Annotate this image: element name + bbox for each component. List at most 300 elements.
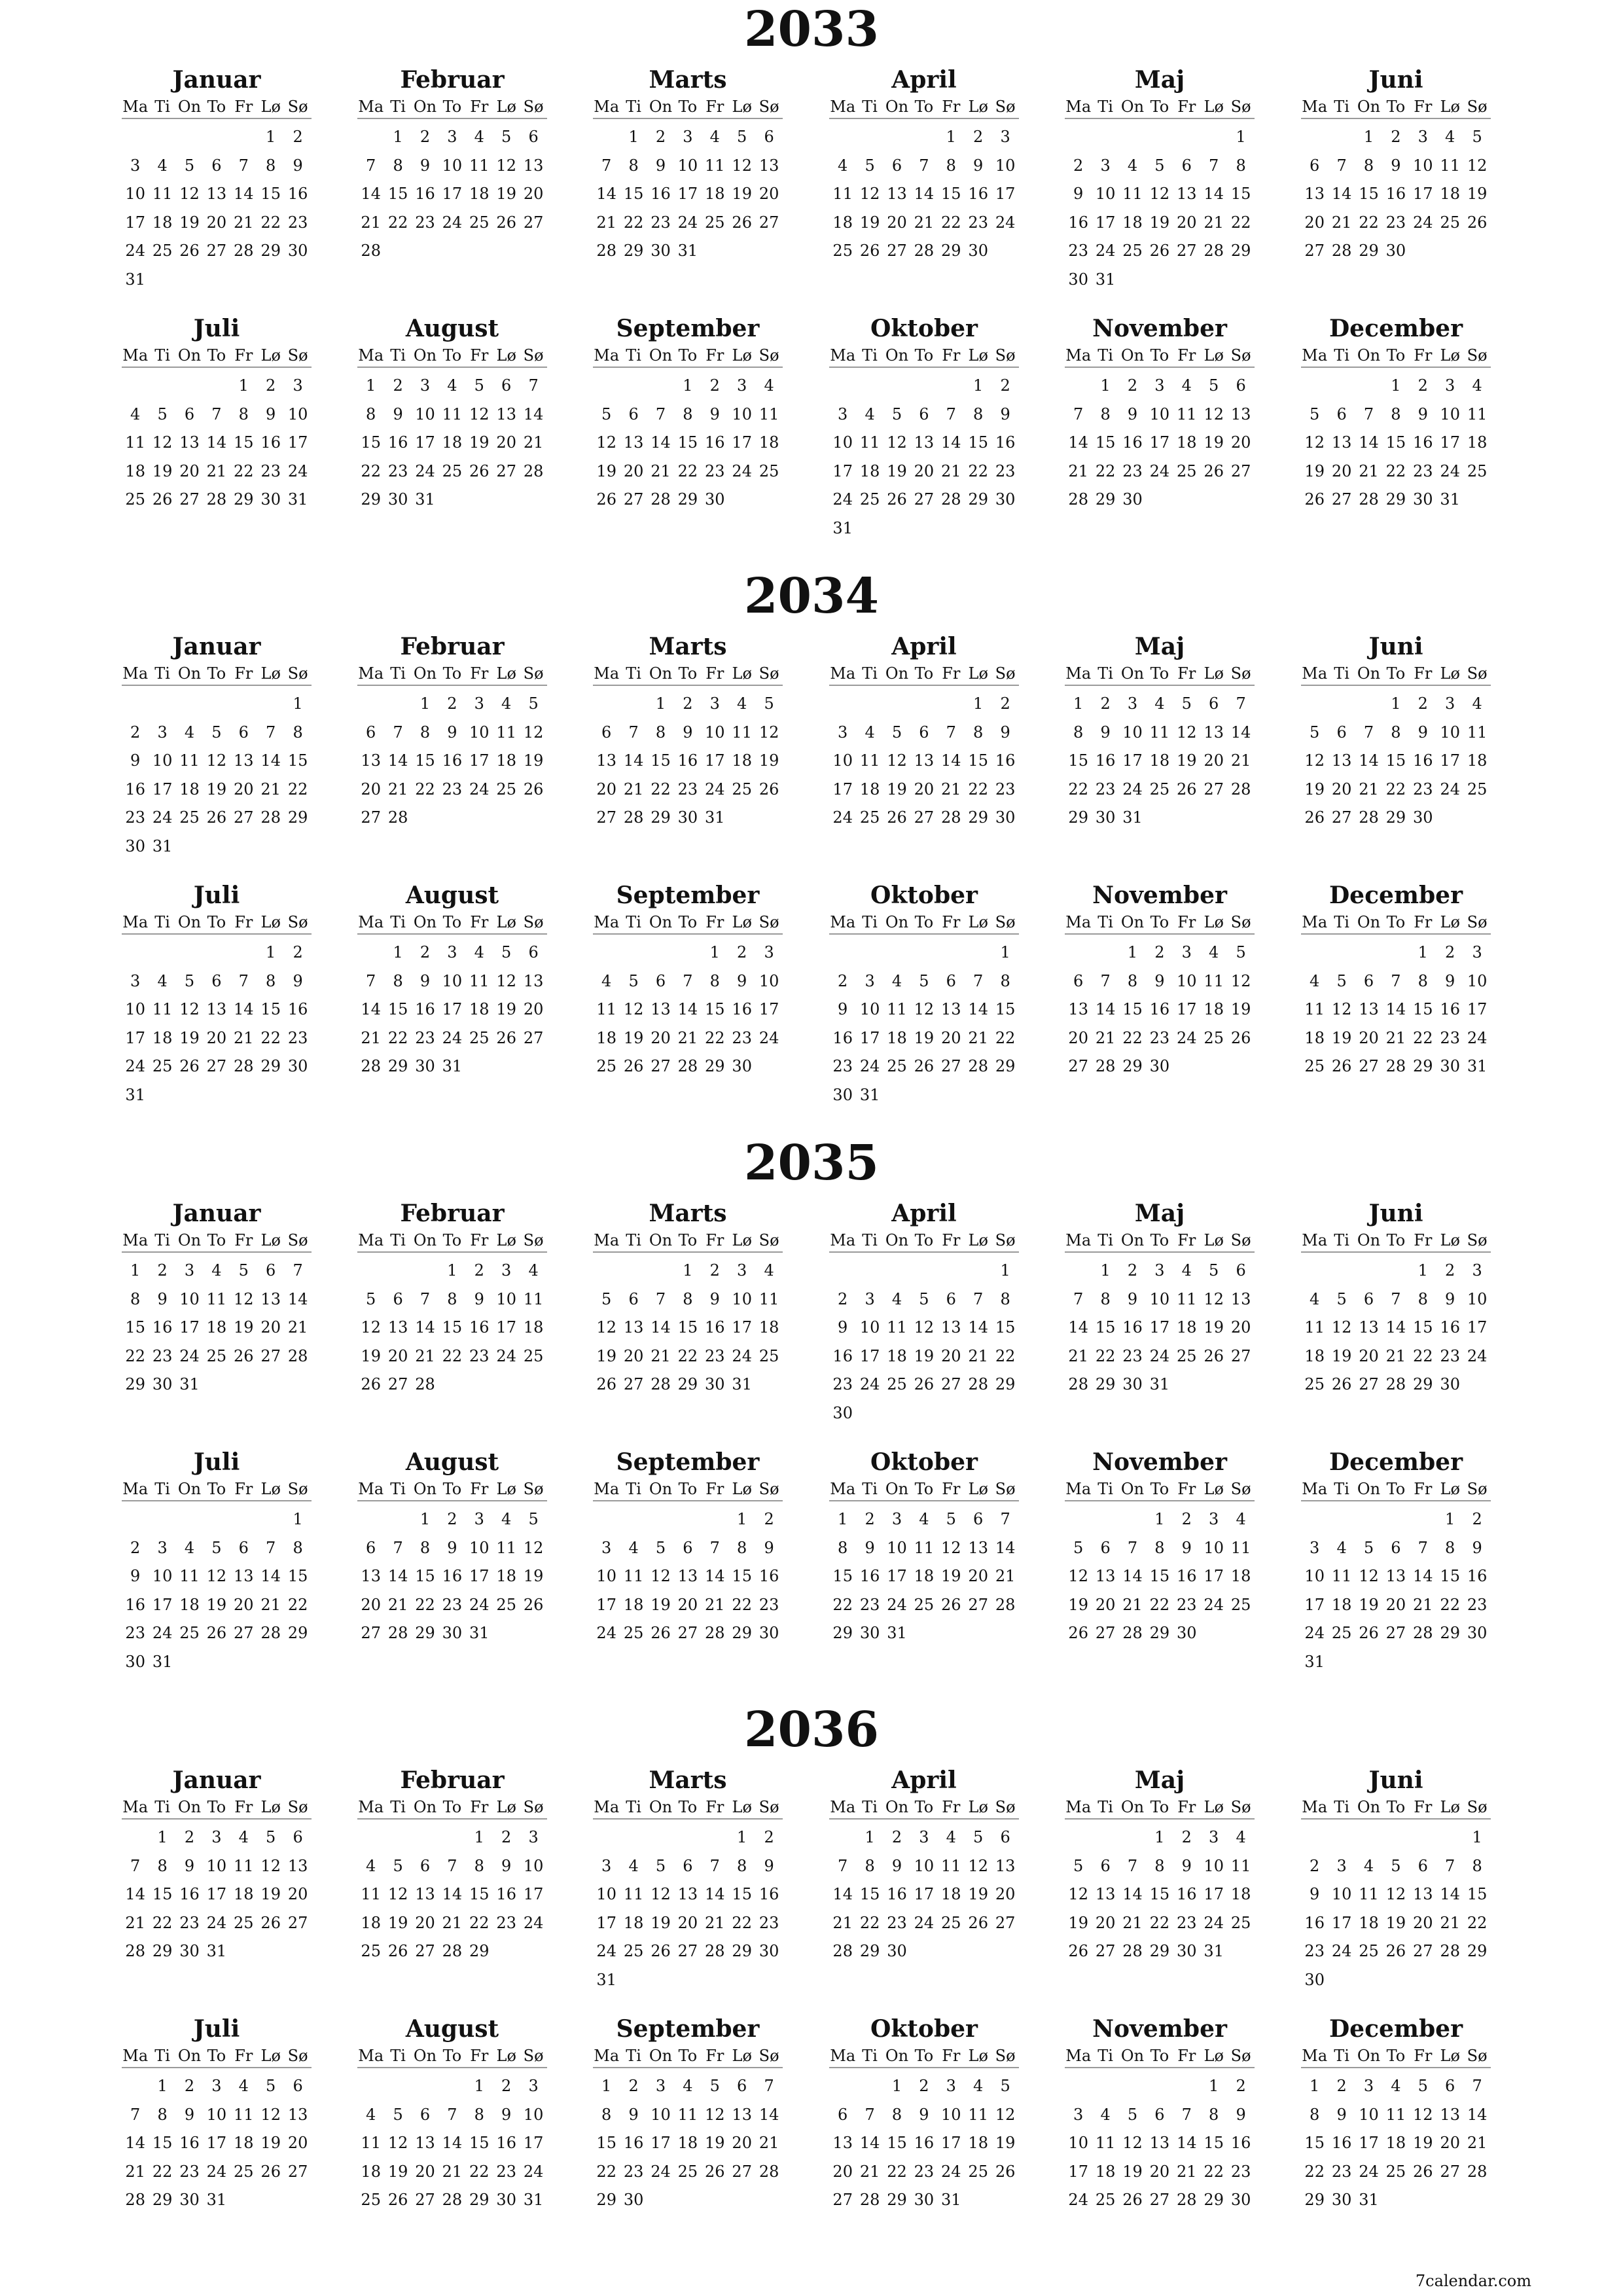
day-cell: 9 — [973, 156, 984, 175]
day-cell: 1 — [1472, 1828, 1482, 1846]
weekday-header: Ma — [830, 913, 856, 931]
weekday-header: To — [1150, 2047, 1169, 2065]
day-cell: 9 — [1391, 156, 1401, 175]
day-cell: 13 — [234, 751, 254, 770]
month-name: Maj — [1134, 66, 1185, 94]
day-cell: 26 — [1204, 1346, 1224, 1365]
day-cell: 3 — [1472, 943, 1482, 961]
weekday-header: On — [885, 346, 909, 365]
day-cell: 13 — [206, 1000, 227, 1018]
day-cell: 12 — [152, 433, 173, 452]
day-cell: 2 — [1236, 2077, 1246, 2095]
day-cell: 10 — [287, 404, 308, 423]
day-cell: 6 — [973, 1510, 984, 1528]
day-cell: 31 — [887, 1624, 907, 1642]
day-cell: 25 — [859, 808, 880, 827]
day-cell: 10 — [1413, 156, 1433, 175]
weekday-header: Ti — [390, 98, 406, 116]
day-cell: 28 — [125, 2191, 145, 2209]
day-cell: 29 — [1359, 242, 1379, 260]
day-cell: 27 — [234, 808, 254, 827]
day-cell: 19 — [1467, 185, 1488, 203]
day-cell: 29 — [941, 242, 961, 260]
day-cell: 10 — [705, 723, 725, 742]
day-cell: 26 — [995, 2162, 1016, 2181]
day-cell: 12 — [859, 185, 880, 203]
day-cell: 28 — [1230, 780, 1251, 798]
day-cell: 7 — [1391, 971, 1401, 990]
day-cell: 27 — [1230, 1346, 1251, 1365]
day-cell: 3 — [447, 943, 457, 961]
day-cell: 5 — [528, 694, 539, 713]
day-cell: 20 — [1440, 2134, 1460, 2152]
day-cell: 24 — [1467, 1346, 1488, 1365]
header-divider — [122, 2067, 312, 2068]
header-divider — [593, 1818, 783, 1820]
day-cell: 19 — [941, 1567, 961, 1585]
day-cell: 12 — [596, 433, 616, 452]
day-cell: 11 — [1467, 723, 1488, 742]
day-cell: 23 — [1177, 1913, 1197, 1932]
day-cell: 29 — [1149, 1942, 1170, 1960]
day-cell: 23 — [651, 213, 671, 232]
day-cell: 14 — [361, 185, 381, 203]
day-cell: 20 — [623, 461, 644, 480]
day-cell: 6 — [891, 156, 902, 175]
day-cell: 9 — [1418, 723, 1428, 742]
day-cell: 26 — [651, 1942, 671, 1960]
day-cell: 14 — [125, 2134, 145, 2152]
day-cell: 28 — [651, 1375, 671, 1393]
day-cell: 11 — [705, 156, 725, 175]
day-cell: 27 — [206, 1057, 227, 1075]
day-cell: 24 — [1095, 242, 1116, 260]
day-cell: 24 — [179, 1346, 200, 1365]
weekday-header: Fr — [705, 346, 724, 365]
day-cell: 23 — [125, 1624, 145, 1642]
day-cell: 23 — [705, 461, 725, 480]
weekday-header: Fr — [1177, 1480, 1196, 1498]
weekday-header: To — [207, 664, 226, 683]
day-cell: 1 — [1391, 694, 1401, 713]
day-cell: 9 — [474, 1289, 484, 1308]
day-cell: 6 — [366, 1538, 376, 1557]
day-cell: 15 — [469, 1885, 490, 1903]
day-cell: 9 — [447, 1538, 457, 1557]
day-cell: 17 — [125, 213, 145, 232]
day-cell: 24 — [1331, 1942, 1352, 1960]
day-cell: 1 — [1100, 1261, 1111, 1280]
day-cell: 14 — [387, 1567, 408, 1585]
day-cell: 28 — [1413, 1624, 1433, 1642]
day-cell: 14 — [968, 1318, 988, 1336]
header-divider — [1301, 933, 1491, 935]
day-cell: 17 — [651, 2134, 671, 2152]
weekday-header: Fr — [1177, 913, 1196, 931]
weekday-header: Ti — [1334, 2047, 1349, 2065]
day-cell: 27 — [1304, 242, 1325, 260]
day-cell: 17 — [596, 1595, 616, 1614]
day-cell: 27 — [677, 1942, 698, 1960]
day-cell: 16 — [832, 1028, 853, 1047]
day-cell: 28 — [596, 242, 616, 260]
day-cell: 13 — [651, 1000, 671, 1018]
weekday-header: Fr — [470, 346, 489, 365]
day-cell: 8 — [238, 404, 249, 423]
weekday-header: On — [177, 346, 202, 365]
day-cell: 23 — [125, 808, 145, 827]
day-cell: 30 — [125, 836, 145, 855]
day-cell: 14 — [442, 1885, 463, 1903]
day-cell: 31 — [1149, 1375, 1170, 1393]
month-name: Marts — [649, 1200, 727, 1227]
day-cell: 20 — [1068, 1028, 1088, 1047]
day-cell: 25 — [152, 242, 173, 260]
day-cell: 11 — [469, 971, 490, 990]
day-cell: 27 — [1440, 2162, 1460, 2181]
day-cell: 11 — [1440, 156, 1460, 175]
day-cell: 11 — [361, 2134, 381, 2152]
day-cell: 13 — [968, 1538, 988, 1557]
day-cell: 29 — [859, 1942, 880, 1960]
day-cell: 1 — [419, 1510, 431, 1528]
weekday-header: Ma — [830, 664, 856, 683]
day-cell: 25 — [361, 1942, 381, 1960]
weekday-header: Lø — [968, 98, 988, 116]
day-cell: 12 — [995, 2105, 1016, 2124]
weekday-header: To — [1150, 1798, 1169, 1816]
weekday-header: Ma — [1302, 98, 1328, 116]
day-cell: 3 — [1181, 943, 1192, 961]
day-cell: 12 — [1122, 2134, 1143, 2152]
day-cell: 11 — [125, 433, 145, 452]
day-cell: 2 — [919, 2077, 929, 2095]
weekday-header: Sø — [995, 2047, 1016, 2065]
day-cell: 13 — [677, 1885, 698, 1903]
day-cell: 19 — [1304, 780, 1325, 798]
day-cell: 13 — [596, 751, 616, 770]
day-cell: 6 — [683, 1538, 693, 1557]
day-cell: 4 — [474, 943, 484, 961]
day-cell: 15 — [968, 751, 988, 770]
day-cell: 10 — [1440, 404, 1460, 423]
weekday-header: On — [885, 1480, 909, 1498]
day-cell: 24 — [469, 780, 490, 798]
day-cell: 3 — [737, 1261, 747, 1280]
day-cell: 4 — [238, 1828, 249, 1846]
day-cell: 29 — [705, 1057, 725, 1075]
month-name: Juli — [193, 882, 240, 909]
day-cell: 7 — [1363, 723, 1374, 742]
day-cell: 1 — [1418, 1261, 1428, 1280]
day-cell: 5 — [1336, 1289, 1347, 1308]
day-cell: 2 — [683, 694, 693, 713]
day-cell: 10 — [179, 1289, 200, 1308]
day-cell: 15 — [1413, 1318, 1433, 1336]
day-cell: 9 — [1310, 1885, 1320, 1903]
day-cell: 24 — [914, 1913, 935, 1932]
day-cell: 16 — [442, 751, 463, 770]
day-cell: 13 — [234, 1567, 254, 1585]
day-cell: 28 — [1068, 1375, 1088, 1393]
day-cell: 8 — [1154, 1538, 1165, 1557]
weekday-header: Ma — [594, 1480, 620, 1498]
weekday-header: To — [1386, 664, 1406, 683]
day-cell: 3 — [1209, 1510, 1219, 1528]
day-cell: 5 — [528, 1510, 539, 1528]
day-cell: 16 — [1413, 433, 1433, 452]
weekday-header: To — [207, 913, 226, 931]
day-cell: 13 — [832, 2134, 853, 2152]
weekday-header: To — [442, 98, 462, 116]
day-cell: 29 — [1467, 1942, 1488, 1960]
weekday-header: Ti — [1097, 664, 1113, 683]
weekday-header: On — [413, 1798, 437, 1816]
header-divider — [1065, 1251, 1255, 1253]
day-cell: 15 — [260, 185, 281, 203]
day-cell: 12 — [1177, 723, 1197, 742]
month-name: April — [891, 1767, 957, 1794]
header-divider — [122, 118, 312, 119]
weekday-header: Lø — [732, 913, 752, 931]
day-cell: 11 — [623, 1567, 644, 1585]
day-cell: 3 — [838, 723, 848, 742]
day-cell: 4 — [1472, 376, 1482, 395]
day-cell: 11 — [496, 1538, 516, 1557]
month-name: December — [1329, 1448, 1463, 1476]
day-cell: 15 — [1095, 1318, 1116, 1336]
day-cell: 26 — [361, 1375, 381, 1393]
day-cell: 19 — [914, 1346, 935, 1365]
day-cell: 17 — [1467, 1318, 1488, 1336]
day-cell: 7 — [293, 1261, 303, 1280]
weekday-header: Fr — [942, 1798, 961, 1816]
day-cell: 13 — [1440, 2105, 1460, 2124]
day-cell: 17 — [859, 1346, 880, 1365]
day-cell: 1 — [973, 376, 984, 395]
day-cell: 7 — [1236, 694, 1246, 713]
day-cell: 1 — [130, 1261, 141, 1280]
day-cell: 4 — [1310, 971, 1320, 990]
day-cell: 22 — [1095, 461, 1116, 480]
weekday-header: Fr — [942, 2047, 961, 2065]
day-cell: 26 — [179, 242, 200, 260]
day-cell: 14 — [1068, 433, 1088, 452]
day-cell: 18 — [1230, 1885, 1251, 1903]
day-cell: 21 — [125, 2162, 145, 2181]
day-cell: 10 — [125, 1000, 145, 1018]
day-cell: 10 — [442, 971, 463, 990]
day-cell: 6 — [293, 2077, 303, 2095]
day-cell: 14 — [758, 2105, 779, 2124]
day-cell: 22 — [260, 1028, 281, 1047]
day-cell: 15 — [1385, 751, 1406, 770]
day-cell: 30 — [287, 1057, 308, 1075]
day-cell: 28 — [1467, 2162, 1488, 2181]
day-cell: 3 — [709, 694, 720, 713]
weekday-header: Sø — [995, 913, 1016, 931]
day-cell: 8 — [1310, 2105, 1320, 2124]
day-cell: 29 — [995, 1375, 1016, 1393]
day-cell: 21 — [206, 461, 227, 480]
day-cell: 17 — [596, 1913, 616, 1932]
weekday-header: Sø — [287, 1231, 308, 1249]
day-cell: 27 — [1359, 1057, 1379, 1075]
weekday-header: Lø — [260, 346, 281, 365]
weekday-header: Lø — [732, 346, 752, 365]
weekday-header: Ma — [1065, 2047, 1092, 2065]
day-cell: 1 — [393, 128, 403, 146]
day-cell: 26 — [887, 808, 907, 827]
month-name: December — [1329, 882, 1463, 909]
day-cell: 8 — [419, 1538, 431, 1557]
day-cell: 5 — [1073, 1538, 1084, 1557]
day-cell: 16 — [1068, 213, 1088, 232]
weekday-header: Lø — [496, 913, 516, 931]
weekday-header: Sø — [287, 1480, 308, 1498]
header-divider — [1301, 2067, 1491, 2068]
day-cell: 28 — [1385, 1375, 1406, 1393]
day-cell: 5 — [764, 694, 774, 713]
weekday-header: Fr — [234, 1231, 253, 1249]
day-cell: 23 — [705, 1346, 725, 1365]
day-cell: 10 — [995, 156, 1016, 175]
day-cell: 2 — [419, 128, 431, 146]
day-cell: 23 — [1440, 1346, 1460, 1365]
day-cell: 11 — [1230, 1538, 1251, 1557]
day-cell: 6 — [1100, 1856, 1111, 1875]
day-cell: 21 — [1385, 1028, 1406, 1047]
day-cell: 9 — [764, 1856, 774, 1875]
day-cell: 2 — [419, 943, 431, 961]
weekday-header: To — [1150, 98, 1169, 116]
day-cell: 17 — [677, 185, 698, 203]
weekday-header: On — [649, 913, 673, 931]
month-name: Januar — [172, 1767, 261, 1794]
day-cell: 27 — [1095, 1942, 1116, 1960]
day-cell: 24 — [469, 1595, 490, 1614]
day-cell: 26 — [1413, 2162, 1433, 2181]
header-divider — [357, 685, 547, 686]
day-cell: 9 — [1127, 404, 1138, 423]
day-cell: 27 — [1149, 2191, 1170, 2209]
day-cell: 29 — [677, 490, 698, 509]
day-cell: 4 — [919, 1510, 929, 1528]
weekday-header: Sø — [1467, 2047, 1488, 2065]
day-cell: 7 — [1100, 971, 1111, 990]
weekday-header: Lø — [1440, 1231, 1460, 1249]
day-cell: 29 — [125, 1375, 145, 1393]
day-cell: 4 — [628, 1856, 639, 1875]
day-cell: 21 — [1095, 1028, 1116, 1047]
header-divider — [593, 1500, 783, 1501]
day-cell: 5 — [919, 971, 929, 990]
weekday-header: To — [914, 1231, 934, 1249]
day-cell: 14 — [1331, 185, 1352, 203]
day-cell: 9 — [865, 1538, 875, 1557]
day-cell: 21 — [968, 1346, 988, 1365]
day-cell: 13 — [361, 1567, 381, 1585]
day-cell: 6 — [919, 404, 929, 423]
day-cell: 21 — [968, 1028, 988, 1047]
day-cell: 30 — [442, 1624, 463, 1642]
day-cell: 4 — [1154, 694, 1165, 713]
day-cell: 16 — [415, 185, 435, 203]
day-cell: 15 — [596, 2134, 616, 2152]
day-cell: 30 — [914, 2191, 935, 2209]
day-cell: 23 — [1230, 2162, 1251, 2181]
weekday-header: Fr — [1414, 1798, 1433, 1816]
day-cell: 17 — [442, 1000, 463, 1018]
day-cell: 12 — [887, 751, 907, 770]
day-cell: 6 — [211, 156, 222, 175]
weekday-header: Ma — [830, 1480, 856, 1498]
day-cell: 19 — [260, 1885, 281, 1903]
day-cell: 21 — [523, 433, 544, 452]
day-cell: 15 — [1122, 1000, 1143, 1018]
day-cell: 18 — [152, 1028, 173, 1047]
day-cell: 20 — [415, 1913, 435, 1932]
day-cell: 1 — [1127, 943, 1138, 961]
day-cell: 20 — [1304, 213, 1325, 232]
day-cell: 11 — [206, 1289, 227, 1308]
weekday-header: To — [442, 1798, 462, 1816]
day-cell: 25 — [1204, 1028, 1224, 1047]
day-cell: 9 — [1472, 1538, 1482, 1557]
weekday-header: To — [678, 1798, 698, 1816]
day-cell: 23 — [968, 213, 988, 232]
day-cell: 26 — [1122, 2191, 1143, 2209]
day-cell: 9 — [1418, 404, 1428, 423]
day-cell: 24 — [651, 2162, 671, 2181]
year-title: 2034 — [744, 568, 879, 624]
day-cell: 1 — [366, 376, 376, 395]
day-cell: 1 — [1363, 128, 1374, 146]
day-cell: 11 — [914, 1538, 935, 1557]
day-cell: 6 — [628, 1289, 639, 1308]
day-cell: 13 — [206, 185, 227, 203]
day-cell: 22 — [995, 1346, 1016, 1365]
day-cell: 7 — [238, 971, 249, 990]
day-cell: 8 — [891, 2105, 902, 2124]
day-cell: 3 — [601, 1538, 612, 1557]
weekday-header: Fr — [1177, 98, 1196, 116]
day-cell: 11 — [887, 1318, 907, 1336]
day-cell: 25 — [623, 1942, 644, 1960]
day-cell: 3 — [1418, 128, 1428, 146]
day-cell: 14 — [1385, 1000, 1406, 1018]
day-cell: 4 — [238, 2077, 249, 2095]
day-cell: 8 — [1073, 723, 1084, 742]
day-cell: 19 — [1413, 2134, 1433, 2152]
day-cell: 27 — [523, 1028, 544, 1047]
weekday-header: Ma — [122, 346, 149, 365]
day-cell: 30 — [859, 1624, 880, 1642]
day-cell: 16 — [1440, 1000, 1460, 1018]
weekday-header: Fr — [942, 913, 961, 931]
day-cell: 24 — [125, 242, 145, 260]
day-cell: 3 — [838, 404, 848, 423]
day-cell: 28 — [234, 242, 254, 260]
day-cell: 18 — [677, 2134, 698, 2152]
header-divider — [593, 1251, 783, 1253]
header-divider — [829, 2067, 1019, 2068]
day-cell: 17 — [415, 433, 435, 452]
weekday-header: To — [1150, 664, 1169, 683]
day-cell: 22 — [152, 2162, 173, 2181]
day-cell: 15 — [705, 1000, 725, 1018]
weekday-header: Ti — [390, 2047, 406, 2065]
